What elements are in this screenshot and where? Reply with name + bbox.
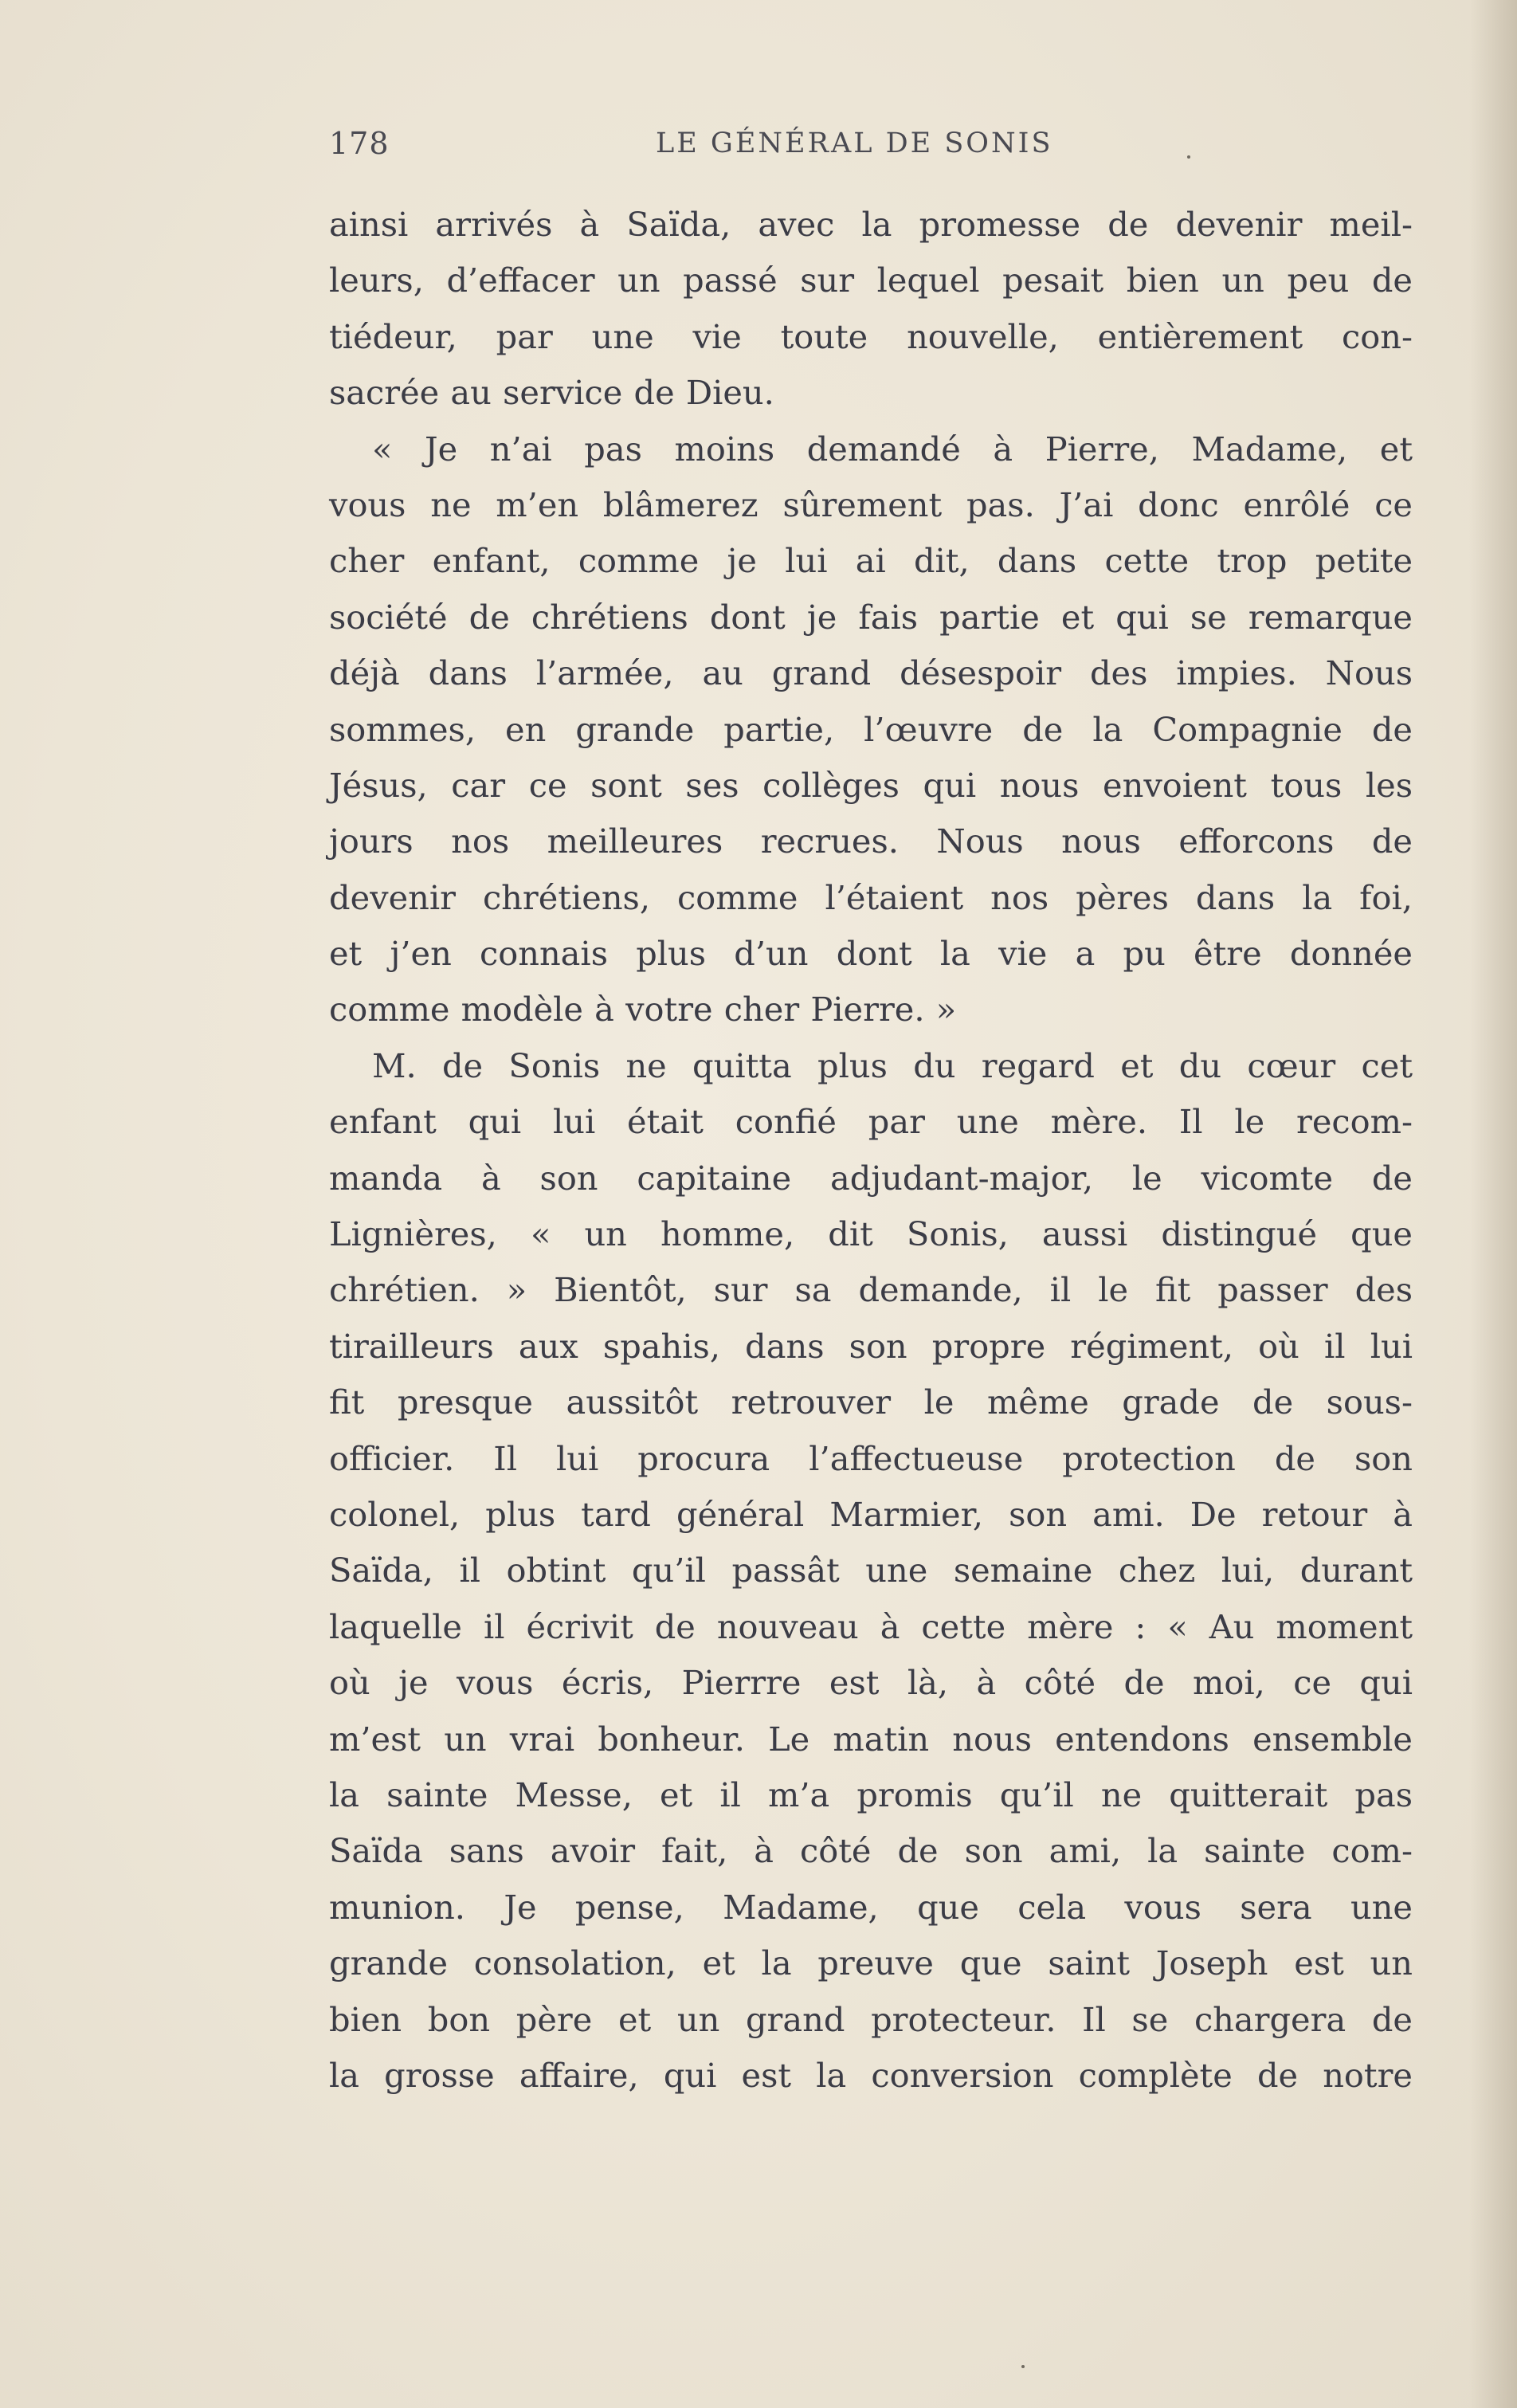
text-line: leurs, d’effacer un passé sur lequel pesait bien un peu de xyxy=(329,261,1413,300)
text-line: jours nos meilleures recrues. Nous nous efforcons de xyxy=(329,822,1413,861)
text-line: « Je n’ai pas moins demandé à Pierre, Madame, et xyxy=(372,429,1413,469)
text-line: et j’en connais plus d’un dont la vie a pu être donnée xyxy=(329,934,1413,974)
page-number: 178 xyxy=(329,126,390,161)
text-line: sacrée au service de Dieu. xyxy=(329,373,774,413)
text-line: ainsi arrivés à Saïda, avec la promesse de devenir meil- xyxy=(329,205,1413,244)
paper-speck xyxy=(1021,2365,1025,2368)
text-line: comme modèle à votre cher Pierre. » xyxy=(329,990,957,1029)
text-line: officier. Il lui procura l’affectueuse protection de son xyxy=(329,1438,1413,1478)
text-line: sommes, en grande partie, l’œuvre de la Compagnie de xyxy=(329,709,1413,749)
text-line: manda à son capitaine adjudant-major, le vicomte de xyxy=(329,1158,1413,1198)
body-text xyxy=(329,197,1413,2104)
text-line: grande consolation, et la preuve que saint Joseph est un xyxy=(329,1943,1413,1983)
text-line: enfant qui lui était confié par une mère. Il le recom- xyxy=(329,1102,1413,1142)
running-head xyxy=(329,126,1421,174)
page-edge-shadow xyxy=(1469,0,1517,2408)
text-line: m’est un vrai bonheur. Le matin nous entendons ensemble xyxy=(329,1719,1413,1759)
text-line: colonel, plus tard général Marmier, son ami. De retour à xyxy=(329,1494,1413,1534)
text-line: vous ne m’en blâmerez sûrement pas. J’ai donc enrôlé ce xyxy=(329,484,1413,524)
text-line: M. de Sonis ne quitta plus du regard et du cœur cet xyxy=(372,1045,1413,1085)
paper-speck xyxy=(1187,155,1190,159)
text-line: devenir chrétiens, comme l’étaient nos pères dans la foi, xyxy=(329,877,1413,917)
text-line: la sainte Messe, et il m’a promis qu’il ne quitterait pas xyxy=(329,1775,1413,1814)
text-line: tirailleurs aux spahis, dans son propre régiment, où il lui xyxy=(329,1326,1413,1366)
text-line: bien bon père et un grand protecteur. Il se chargera de xyxy=(329,1999,1413,2039)
text-line: la grosse affaire, qui est la conversion complète de notre xyxy=(329,2055,1413,2095)
running-title: LE GÉNÉRAL DE SONIS xyxy=(656,127,1053,159)
text-line: déjà dans l’armée, au grand désespoir des impies. Nous xyxy=(329,653,1413,693)
text-line: Lignières, « un homme, dit Sonis, aussi distingué que xyxy=(329,1214,1413,1254)
text-line: société de chrétiens dont je fais partie et qui se remarque xyxy=(329,597,1413,637)
text-line: Jésus, car ce sont ses collèges qui nous envoient tous les xyxy=(329,765,1413,805)
text-line: où je vous écris, Pierrre est là, à côté de moi, ce qui xyxy=(329,1663,1413,1703)
text-line: tiédeur, par une vie toute nouvelle, entièrement con- xyxy=(329,316,1413,356)
text-line: cher enfant, comme je lui ai dit, dans cette trop petite xyxy=(329,541,1413,581)
text-line: Saïda, il obtint qu’il passât une semaine chez lui, durant xyxy=(329,1551,1413,1590)
text-line: Saïda sans avoir fait, à côté de son ami, la sainte com- xyxy=(329,1831,1413,1871)
text-line: laquelle il écrivit de nouveau à cette mère : « Au moment xyxy=(329,1606,1413,1646)
text-line: chrétien. » Bientôt, sur sa demande, il le fit passer des xyxy=(329,1270,1413,1310)
text-line: fit presque aussitôt retrouver le même grade de sous- xyxy=(329,1382,1413,1422)
text-line: munion. Je pense, Madame, que cela vous sera une xyxy=(329,1887,1413,1927)
